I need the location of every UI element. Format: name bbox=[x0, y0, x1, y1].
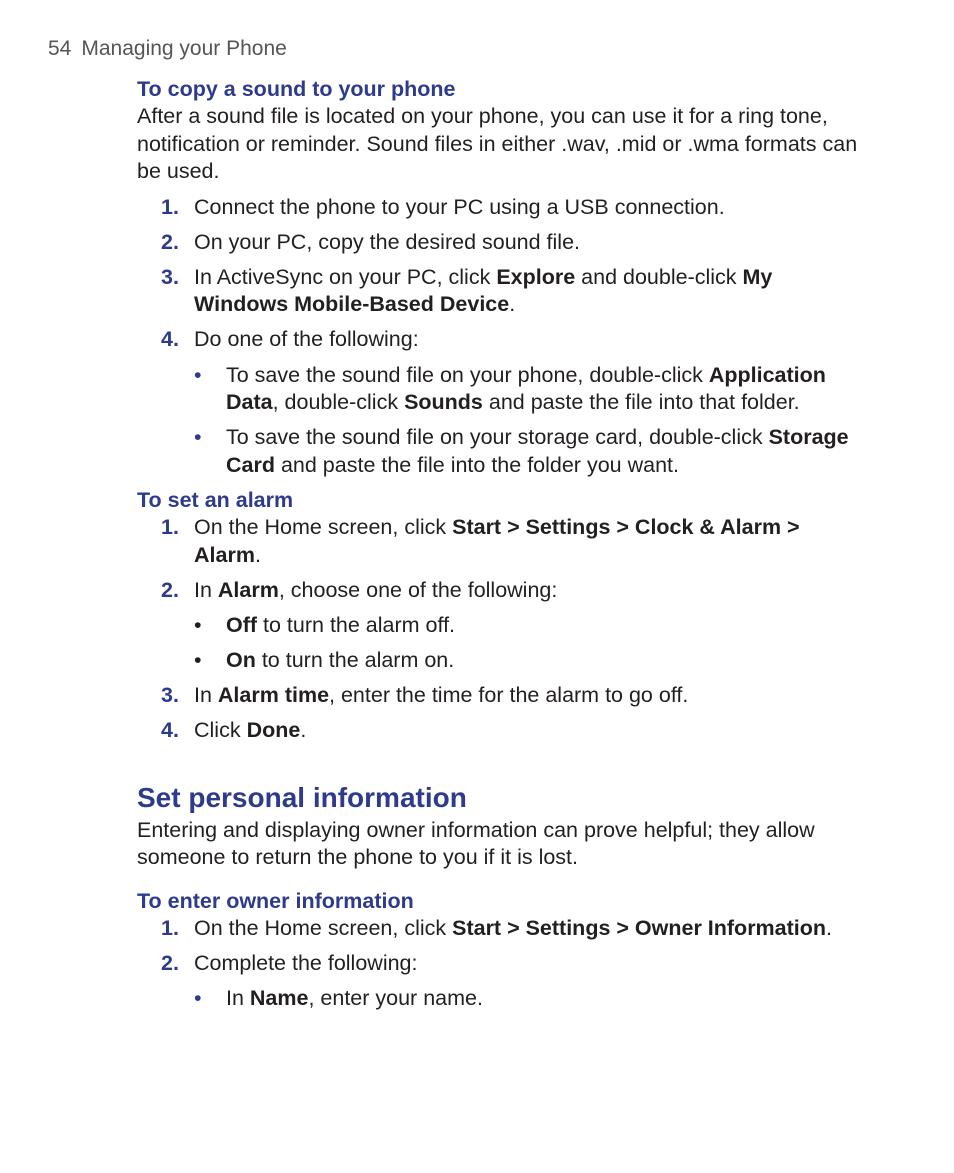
step-item bbox=[137, 264, 867, 319]
ui-term: Alarm time bbox=[217, 683, 330, 707]
copy-sound-intro: After a sound file is located on your phone, you can use it for a ring tone, notification or reminder. Sound files in either .wav, .mid or .wma formats can be used. bbox=[137, 104, 858, 183]
ui-term: Start > Settings > Owner Information bbox=[452, 915, 827, 940]
copy-sound-steps bbox=[137, 194, 867, 480]
ui-term: Start > Settings > Clock & Alarm > Alarm bbox=[194, 515, 800, 567]
step-number: 2. bbox=[161, 229, 179, 254]
bullet-item bbox=[194, 424, 867, 479]
bullet-item bbox=[194, 362, 867, 417]
bullet-text: To save the sound file on your phone, double-click Application Data, double-click Sounds and paste the file into that folder. bbox=[226, 362, 826, 414]
step-number: 1. bbox=[161, 515, 179, 539]
option-bullets bbox=[194, 985, 867, 1013]
step-number: 1. bbox=[161, 194, 179, 219]
bullet-icon: • bbox=[194, 613, 202, 637]
ui-term: On bbox=[226, 648, 256, 672]
ui-term: Off bbox=[226, 613, 258, 637]
step-text: On the Home screen, click Start > Settings > Clock & Alarm > Alarm. bbox=[194, 515, 800, 567]
step-number: 4. bbox=[161, 718, 179, 742]
step-text: On the Home screen, click Start > Settings > Owner Information. bbox=[194, 915, 833, 940]
bullet-text: Off to turn the alarm off. bbox=[226, 613, 456, 637]
step-number: 4. bbox=[161, 327, 179, 351]
step-text: In Alarm, choose one of the following: bbox=[194, 577, 558, 602]
step-text: In ActiveSync on your PC, click Explore and double-click My Windows Mobile-Based Device. bbox=[194, 264, 773, 316]
step-number: 2. bbox=[161, 950, 179, 975]
page-content bbox=[137, 76, 867, 1020]
ui-term: Application Data bbox=[226, 362, 826, 414]
step-text: Complete the following: bbox=[194, 950, 418, 975]
step-number: 3. bbox=[161, 683, 179, 707]
step-item bbox=[137, 950, 867, 1013]
step-text: Connect the phone to your PC using a USB connection. bbox=[194, 194, 725, 219]
step-text: Do one of the following: bbox=[194, 327, 419, 351]
ui-term: Done bbox=[246, 718, 301, 742]
option-bullets bbox=[194, 612, 867, 675]
bullet-icon: • bbox=[194, 362, 202, 387]
step-number: 2. bbox=[161, 577, 179, 602]
ui-term: Name bbox=[249, 986, 309, 1010]
step-item bbox=[137, 514, 867, 569]
ui-term: Alarm bbox=[217, 577, 279, 602]
step-item bbox=[137, 577, 867, 675]
step-item bbox=[137, 326, 867, 479]
ui-term: Storage Card bbox=[226, 425, 849, 477]
ui-term: My Windows Mobile-Based Device bbox=[194, 264, 773, 316]
bullet-icon: • bbox=[194, 425, 202, 449]
step-text: Click Done. bbox=[194, 718, 307, 742]
section-title: Set personal information bbox=[137, 781, 467, 813]
chapter-title: Managing your Phone bbox=[81, 37, 287, 60]
step-item bbox=[137, 717, 867, 745]
step-text: In Alarm time, enter the time for the alarm to go off. bbox=[194, 683, 689, 707]
bullet-item bbox=[194, 985, 867, 1013]
set-alarm-steps bbox=[137, 514, 867, 745]
bullet-text: In Name, enter your name. bbox=[226, 986, 483, 1010]
set-alarm-heading: To set an alarm bbox=[137, 488, 294, 512]
bullet-item bbox=[194, 647, 867, 675]
bullet-icon: • bbox=[194, 986, 202, 1010]
ui-term: Explore bbox=[496, 264, 576, 289]
bullet-item bbox=[194, 612, 867, 640]
bullet-text: To save the sound file on your storage card, double-click Storage Card and paste the file into the folder you want. bbox=[226, 425, 849, 477]
page-header bbox=[48, 36, 287, 62]
option-bullets bbox=[194, 362, 867, 480]
step-item bbox=[137, 229, 867, 257]
owner-info-steps bbox=[137, 915, 867, 1013]
personal-info-intro: Entering and displaying owner information can prove helpful; they allow someone to return the phone to you if it is lost. bbox=[137, 817, 815, 869]
copy-sound-section bbox=[137, 76, 867, 479]
bullet-text: On to turn the alarm on. bbox=[226, 648, 455, 672]
step-number: 1. bbox=[161, 915, 179, 940]
personal-info-section bbox=[137, 781, 867, 1013]
bullet-icon: • bbox=[194, 648, 202, 672]
owner-info-heading: To enter owner information bbox=[137, 888, 414, 913]
step-text: On your PC, copy the desired sound file. bbox=[194, 229, 581, 254]
set-alarm-section bbox=[137, 487, 867, 745]
copy-sound-heading: To copy a sound to your phone bbox=[137, 77, 456, 101]
step-item bbox=[137, 682, 867, 710]
step-item bbox=[137, 194, 867, 222]
page-number: 54 bbox=[48, 37, 72, 60]
ui-term: Sounds bbox=[404, 390, 483, 414]
step-item bbox=[137, 915, 867, 943]
step-number: 3. bbox=[161, 264, 179, 289]
